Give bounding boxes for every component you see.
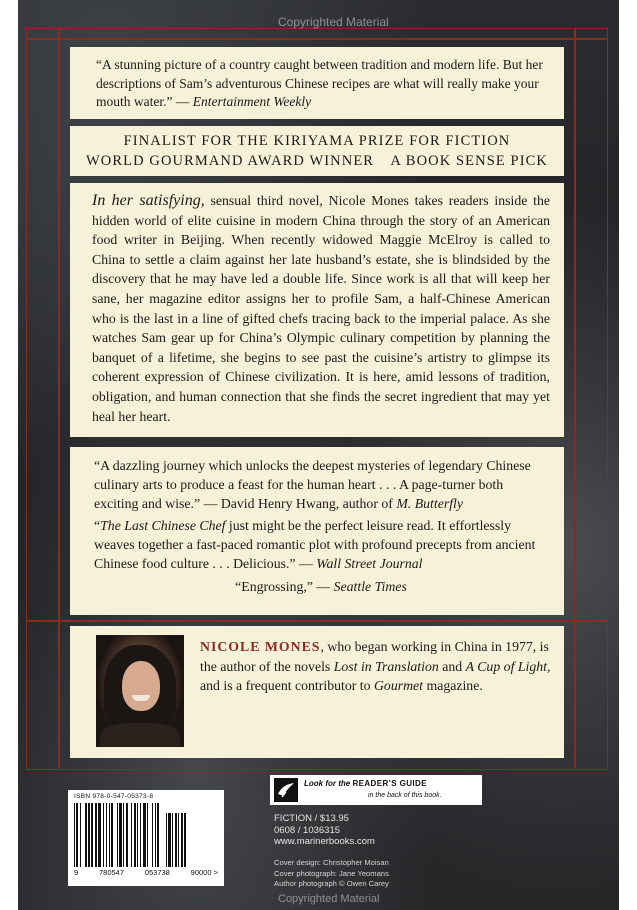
barcode-digits-mid2: 053738 (144, 868, 170, 877)
quote-text: “A stunning picture of a country caught between tradition and modern life. But her descriptions of Sam’s adventurous Chinese recipes are what will really make your mouth water.” — (96, 57, 543, 109)
praise-hwang-text: “A dazzling journey which unlocks the deepest mysteries of legendary Chinese culinary arts to produce a feast for the human heart . . . A page-turner both exciting and wise.” — David Henry Hwang, author of (94, 458, 531, 511)
author-bio-3: , and is a frequent contributor to (200, 658, 551, 693)
guide-prefix: Look for the (304, 779, 353, 788)
frame-line-top (26, 38, 607, 40)
barcode-bars (74, 803, 218, 867)
credit-design: Cover design: Christopher Moisan (274, 858, 389, 867)
praise-seattle-source: Seattle Times (333, 578, 407, 594)
award-gourmand: WORLD GOURMAND AWARD WINNER (86, 153, 375, 169)
guide-subtext: in the back of this book. (368, 792, 442, 799)
praise-wsj-text: just might be the perfect leisure read. It effortlessly weaves together a fast-paced romantic plot with profound precepts from ancient Chinese food culture . . . Delicious.” — (94, 518, 536, 571)
author-bio-4: magazine. (423, 678, 483, 693)
description-panel (70, 183, 564, 437)
description-body: sensual third novel, Nicole Mones takes readers inside the hidden world of elite cuisine in modern China through the story of an American food writer in Beijing. When recently widowed Maggie McElroy is called to China to settle a claim against her late husband’s estate, she is blindsided by the discovery that he may have led a double life. Since work is all that will keep her sane, her magazine editor assigns her to profile Sam, a half-Chinese American who is the last in a line of gifted chefs tracing back to the imperial palace. As she watches Sam gear up for China’s Olympic culinary competition by planning the banquet of a lifetime, she begins to see past the cuisine’s artistry to glimpse its coherent expression of Chinese civilization. It is here, amid lessons of tradition, obligation, and human connection that she finds the secret ingredient that may yet heal her heart. (92, 193, 551, 424)
guide-heading (304, 779, 427, 788)
isbn-label: ISBN 978-0-547-05373-8 (74, 793, 154, 800)
author-name: NICOLE MONES (200, 639, 321, 654)
frame-line-middle (26, 620, 607, 622)
praise-hwang-work: M. Butterfly (396, 495, 463, 511)
award-kiriyama: FINALIST FOR THE KIRIYAMA PRIZE FOR FICTION (123, 133, 511, 149)
cover-credits (274, 858, 389, 890)
product-code: 0608 / 1036315 (274, 824, 341, 836)
publisher-info (274, 813, 375, 848)
author-bio-1: , who began working in China in 1977, is the author of the novels (200, 639, 549, 674)
barcode-digits (74, 868, 218, 877)
barcode-digit-first: 9 (74, 868, 79, 877)
readers-guide-badge (270, 775, 482, 805)
awards-panel (70, 126, 564, 176)
award-book-sense: A BOOK SENSE PICK (390, 153, 548, 169)
review-quote-panel (70, 47, 564, 119)
credit-author-photo: Author photograph © Owen Carey (274, 879, 389, 888)
author-book-1: Lost in Translation (333, 658, 439, 674)
description-lead: In her satisfying, (92, 192, 205, 209)
praise-seattle-text: “Engrossing,” — (235, 578, 334, 594)
watermark-bottom: Copyrighted Material (278, 893, 380, 905)
back-cover (18, 0, 619, 910)
barcode (68, 790, 224, 886)
author-book-2: A Cup of Light (465, 658, 547, 674)
praise-wsj-title: The Last Chinese Chef (100, 518, 226, 534)
barcode-addon: 90000 > (190, 868, 218, 877)
praise-wsj-source: Wall Street Journal (316, 555, 423, 571)
price: FICTION / $13.95 (274, 813, 349, 824)
author-magazine: Gourmet (373, 678, 424, 693)
credit-photo: Cover photograph: Jane Yeomans (274, 868, 389, 878)
author-bio-2: and (438, 658, 466, 674)
praise-seattle (94, 578, 548, 597)
frame-line-right (574, 28, 576, 768)
frame-line-left (58, 28, 60, 768)
quote-source: Entertainment Weekly (192, 94, 312, 109)
bird-logo-icon (274, 778, 298, 802)
barcode-digits-mid1: 780547 (98, 868, 125, 877)
praise-hwang (94, 457, 548, 513)
praise-wsj (94, 517, 548, 573)
praise-wsj-open: “ (94, 518, 101, 534)
guide-name: READER’S GUIDE (352, 779, 427, 788)
praise-panel (70, 447, 564, 615)
author-bio (200, 637, 552, 696)
author-panel (70, 626, 564, 758)
publisher-website: www.marinerbooks.com (274, 836, 375, 847)
watermark-top: Copyrighted Material (278, 15, 389, 29)
author-photo (96, 635, 184, 747)
